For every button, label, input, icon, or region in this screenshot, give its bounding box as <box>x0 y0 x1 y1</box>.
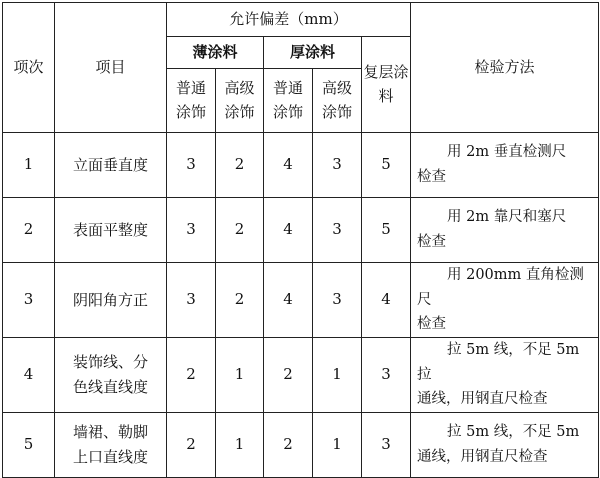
cell-multi: 3 <box>362 337 411 412</box>
row-item: 阴阳角方正 <box>55 263 167 338</box>
cell-thick-normal: 4 <box>264 263 313 338</box>
cell-thick-advanced: 3 <box>313 133 362 198</box>
header-multi-coating: 复层涂料 <box>362 37 411 133</box>
row-index: 2 <box>3 198 55 263</box>
header-thin-advanced: 高级 涂饰 <box>216 69 264 133</box>
cell-thin-advanced: 2 <box>216 133 264 198</box>
row-item: 装饰线、分 色线直线度 <box>55 337 167 412</box>
cell-thick-normal: 4 <box>264 198 313 263</box>
cell-thin-normal: 3 <box>167 263 216 338</box>
row-index: 5 <box>3 412 55 477</box>
cell-method: 用 2m 垂直检测尺 检查 <box>411 133 599 198</box>
header-thick-coating: 厚涂料 <box>264 37 362 69</box>
cell-thin-advanced: 2 <box>216 263 264 338</box>
table-row <box>3 198 599 263</box>
cell-method: 用 2m 靠尺和塞尺 检查 <box>411 198 599 263</box>
cell-thin-normal: 2 <box>167 412 216 477</box>
cell-thin-normal: 2 <box>167 337 216 412</box>
cell-thin-advanced: 2 <box>216 198 264 263</box>
cell-multi: 5 <box>362 133 411 198</box>
row-item: 表面平整度 <box>55 198 167 263</box>
header-method: 检验方法 <box>411 3 599 133</box>
cell-thick-advanced: 1 <box>313 337 362 412</box>
cell-method: 拉 5m 线，不足 5m 拉 通线，用钢直尺检查 <box>411 337 599 412</box>
row-index: 4 <box>3 337 55 412</box>
header-index: 项次 <box>3 3 55 133</box>
cell-thick-advanced: 1 <box>313 412 362 477</box>
cell-thick-normal: 2 <box>264 337 313 412</box>
table-row <box>3 263 599 338</box>
header-thin-coating: 薄涂料 <box>167 37 264 69</box>
cell-thin-normal: 3 <box>167 133 216 198</box>
row-index: 3 <box>3 263 55 338</box>
table-row <box>3 412 599 477</box>
cell-thick-normal: 4 <box>264 133 313 198</box>
cell-multi: 4 <box>362 263 411 338</box>
header-thick-normal: 普通 涂饰 <box>264 69 313 133</box>
cell-multi: 5 <box>362 198 411 263</box>
cell-thin-advanced: 1 <box>216 337 264 412</box>
cell-method: 拉 5m 线，不足 5m 通线，用钢直尺检查 <box>411 412 599 477</box>
cell-thin-advanced: 1 <box>216 412 264 477</box>
tolerance-table <box>2 2 599 478</box>
table-row <box>3 337 599 412</box>
cell-thick-advanced: 3 <box>313 263 362 338</box>
header-item: 项目 <box>55 3 167 133</box>
cell-method: 用 200mm 直角检测尺 检查 <box>411 263 599 338</box>
cell-thick-normal: 2 <box>264 412 313 477</box>
cell-thin-normal: 3 <box>167 198 216 263</box>
header-thin-normal: 普通 涂饰 <box>167 69 216 133</box>
header-thick-advanced: 高级 涂饰 <box>313 69 362 133</box>
row-index: 1 <box>3 133 55 198</box>
header-tolerance: 允许偏差（mm） <box>167 3 411 37</box>
cell-multi: 3 <box>362 412 411 477</box>
row-item: 墙裙、勒脚 上口直线度 <box>55 412 167 477</box>
cell-thick-advanced: 3 <box>313 198 362 263</box>
row-item: 立面垂直度 <box>55 133 167 198</box>
table-row <box>3 133 599 198</box>
